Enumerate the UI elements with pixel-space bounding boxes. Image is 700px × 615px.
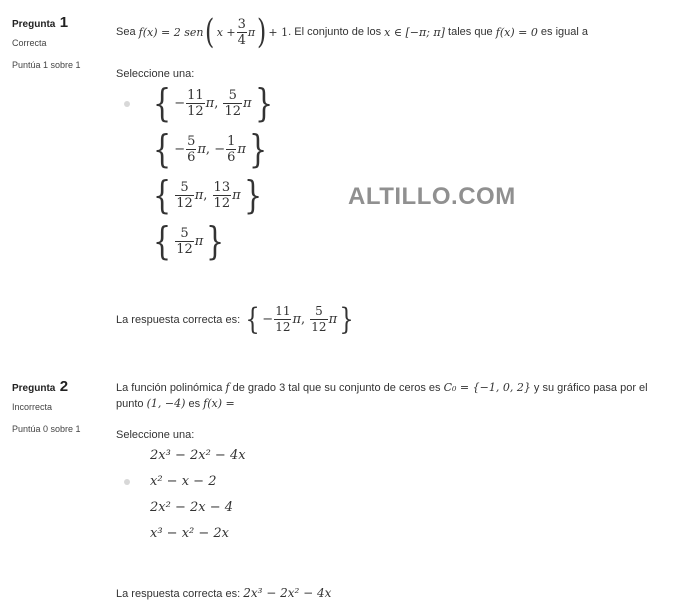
pi-symbol: π xyxy=(205,95,215,111)
denominator: 12 xyxy=(224,103,241,119)
question-2-prompt xyxy=(116,380,676,412)
question-2-content xyxy=(116,380,676,600)
pi-symbol: π xyxy=(292,312,302,327)
prompt-math: f xyxy=(225,381,230,394)
numerator: 11 xyxy=(187,87,204,103)
watermark: ALTILLO.COM xyxy=(348,183,516,210)
pi-symbol: π xyxy=(194,187,204,203)
question-number: 2 xyxy=(59,378,69,395)
option-4[interactable] xyxy=(150,219,227,263)
fraction xyxy=(237,17,247,48)
denominator: 4 xyxy=(237,32,246,48)
denominator: 12 xyxy=(187,103,204,119)
question-2-heading xyxy=(12,378,107,396)
prompt-text: tales que xyxy=(448,26,493,38)
set-expression: { − $\frac{5}{6}$ π , − $\frac{1}{6}$ π } xyxy=(153,127,268,171)
sign: − xyxy=(174,95,186,111)
pi-symbol: π xyxy=(194,233,204,249)
close-paren: ) xyxy=(257,12,267,52)
radio-option-2[interactable] xyxy=(124,479,130,485)
prompt-math: + 1 xyxy=(268,25,289,39)
denominator: 6 xyxy=(227,149,236,165)
question-label: Pregunta xyxy=(12,383,56,394)
open-brace: { xyxy=(245,301,260,337)
set-expression: { − $\frac{11}{12}$ π , $\frac{5}{12}$ π } xyxy=(153,81,273,125)
radio-option-1[interactable] xyxy=(124,101,130,107)
prompt-math: f(x) = 2 sen xyxy=(138,25,204,39)
denominator: 12 xyxy=(213,195,231,211)
denominator: 12 xyxy=(311,320,327,334)
prompt-text: de grado 3 tal que su conjunto de ceros es xyxy=(232,382,441,394)
select-label: Seleccione una: xyxy=(116,68,195,80)
question-state: Correcta xyxy=(12,38,47,48)
fraction xyxy=(310,304,327,335)
option-2[interactable]: x² − x − 2 xyxy=(150,474,217,489)
question-grade: Puntúa 1 sobre 1 xyxy=(12,60,81,70)
pi-symbol: π xyxy=(247,25,256,39)
set-expression: { $\frac{5}{12}$ π , $\frac{13}{12}$ π } xyxy=(153,173,262,217)
pi-symbol: π xyxy=(243,95,252,111)
fraction xyxy=(186,134,196,165)
denominator: 12 xyxy=(176,241,193,257)
fraction xyxy=(274,304,291,335)
set-expression xyxy=(150,219,227,263)
fraction xyxy=(223,88,242,119)
pi-symbol: π xyxy=(237,141,246,157)
close-brace: } xyxy=(254,81,273,125)
denominator: 12 xyxy=(275,320,291,334)
option-1[interactable] xyxy=(150,81,276,125)
correct-answer xyxy=(116,586,331,600)
correct-answer-label: La respuesta correcta es: xyxy=(116,588,241,600)
close-brace: } xyxy=(248,127,268,171)
fraction xyxy=(213,180,232,211)
numerator: 5 xyxy=(228,87,237,103)
open-brace: { xyxy=(153,127,172,171)
question-1-info xyxy=(12,14,107,70)
numerator: 11 xyxy=(275,304,291,318)
prompt-text: es xyxy=(188,398,201,410)
denominator: 12 xyxy=(176,195,193,211)
sign: − xyxy=(214,141,226,157)
numerator: 13 xyxy=(213,179,231,195)
open-brace: { xyxy=(153,81,172,125)
prompt-text: Sea xyxy=(116,26,136,38)
open-paren: ( xyxy=(205,12,215,52)
question-grade: Puntúa 0 sobre 1 xyxy=(12,424,81,434)
question-number: 1 xyxy=(59,14,69,31)
option-3[interactable] xyxy=(150,173,265,217)
close-brace: } xyxy=(206,219,225,263)
sign: − xyxy=(262,312,274,327)
fraction xyxy=(175,180,194,211)
numerator: 5 xyxy=(180,225,189,241)
question-1-heading xyxy=(12,14,107,32)
option-2[interactable] xyxy=(150,127,270,171)
denominator: 6 xyxy=(187,149,196,165)
numerator: 5 xyxy=(315,304,323,318)
question-label: Pregunta xyxy=(12,19,56,30)
pi-symbol: π xyxy=(232,187,241,203)
fraction xyxy=(186,88,205,119)
question-2-info xyxy=(12,378,107,434)
option-3[interactable]: 2x² − 2x − 4 xyxy=(150,500,234,515)
fraction xyxy=(175,226,194,257)
correct-answer-value: 2x³ − 2x² − 4x xyxy=(243,586,332,600)
option-1[interactable]: 2x³ − 2x² − 4x xyxy=(150,448,246,463)
correct-answer xyxy=(116,301,356,337)
option-4[interactable]: x³ − x² − 2x xyxy=(150,526,230,541)
correct-answer-value: { − $\frac{11}{12}$ π , $\frac{5}{12}$ π } xyxy=(245,301,354,337)
prompt-text: es igual a xyxy=(540,26,588,38)
fraction xyxy=(226,134,236,165)
question-state: Incorrecta xyxy=(12,402,53,412)
pi-symbol: π xyxy=(197,141,206,157)
numerator: 5 xyxy=(180,179,189,195)
close-brace: } xyxy=(339,301,354,337)
prompt-math: x ∈ [−π; π] xyxy=(384,25,445,39)
numerator: 5 xyxy=(187,133,196,149)
correct-answer-label: La respuesta correcta es: xyxy=(116,313,241,326)
prompt-text: punto xyxy=(116,398,144,410)
close-brace: } xyxy=(243,173,262,217)
prompt-math: x + xyxy=(216,25,236,39)
prompt-text: y su gráfico pasa por el xyxy=(533,382,648,394)
select-label: Seleccione una: xyxy=(116,429,195,441)
numerator: 3 xyxy=(237,16,246,32)
question-1-prompt xyxy=(116,14,676,50)
open-brace: { xyxy=(153,173,172,217)
sign: − xyxy=(174,141,186,157)
prompt-text: . El conjunto de los xyxy=(288,26,382,38)
prompt-math: (1, −4) xyxy=(146,397,186,410)
prompt-text: La función polinómica xyxy=(116,382,223,394)
prompt-math: C₀ = {−1, 0, 2} xyxy=(443,381,531,394)
pi-symbol: π xyxy=(328,312,338,327)
prompt-math: f(x) = xyxy=(203,397,235,410)
open-brace: { xyxy=(153,219,172,263)
numerator: 1 xyxy=(227,133,236,149)
prompt-math: f(x) = 0 xyxy=(495,25,538,39)
